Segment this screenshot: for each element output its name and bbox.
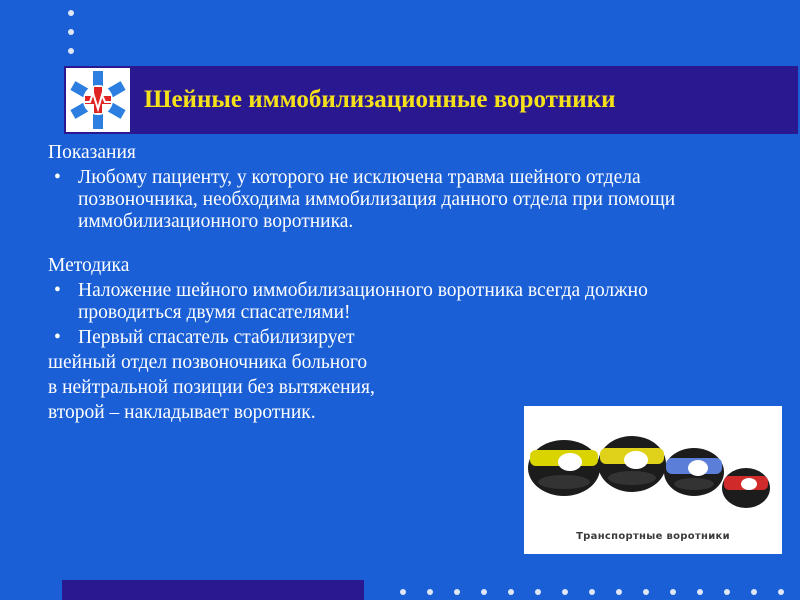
bottom-bar — [62, 580, 364, 600]
dot — [562, 589, 568, 595]
bullet-mark: • — [54, 327, 61, 348]
dot — [616, 589, 622, 595]
collars-illustration — [524, 406, 782, 526]
list-item — [48, 167, 748, 233]
bullet-mark: • — [54, 167, 61, 188]
continuation-line: шейный отдел позвоночника больного — [48, 352, 368, 373]
photo-caption: Транспортные воротники — [576, 531, 730, 542]
list-item — [48, 327, 748, 349]
dot — [535, 589, 541, 595]
section-heading-indications: Показания — [48, 142, 136, 163]
continuation-line: второй – накладывает воротник. — [48, 402, 316, 423]
dot — [68, 48, 74, 54]
continuation-line: в нейтральной позиции без вытяжения, — [48, 377, 375, 398]
bullet-text: Любому пациенту, у которого не исключена травма шейного отдела позвоночника, необходима иммобилизация данного отдела при помощи иммобилизационного воротника. — [78, 167, 676, 232]
dot — [751, 589, 757, 595]
bullet-text: Наложение шейного иммобилизационного воротника всегда должно проводиться двумя спасателями! — [78, 280, 648, 323]
star-of-life-cross-icon — [66, 68, 130, 132]
page-title: Шейные иммобилизационные воротники — [144, 86, 616, 113]
decorative-dots-top — [68, 10, 78, 67]
dot — [68, 10, 74, 16]
dot — [643, 589, 649, 595]
decorative-dots-bottom — [400, 589, 800, 597]
dot — [670, 589, 676, 595]
bullet-text: Первый спасатель стабилизирует — [78, 327, 355, 348]
bullet-mark: • — [54, 280, 61, 301]
collars-photo — [524, 406, 782, 554]
dot — [68, 29, 74, 35]
dot — [427, 589, 433, 595]
dot — [697, 589, 703, 595]
dot — [481, 589, 487, 595]
dot — [400, 589, 406, 595]
content-body — [48, 142, 748, 424]
dot — [589, 589, 595, 595]
dot — [778, 589, 784, 595]
dot — [508, 589, 514, 595]
dot — [724, 589, 730, 595]
section-heading-method: Методика — [48, 255, 130, 276]
list-item — [48, 280, 748, 324]
dot — [454, 589, 460, 595]
